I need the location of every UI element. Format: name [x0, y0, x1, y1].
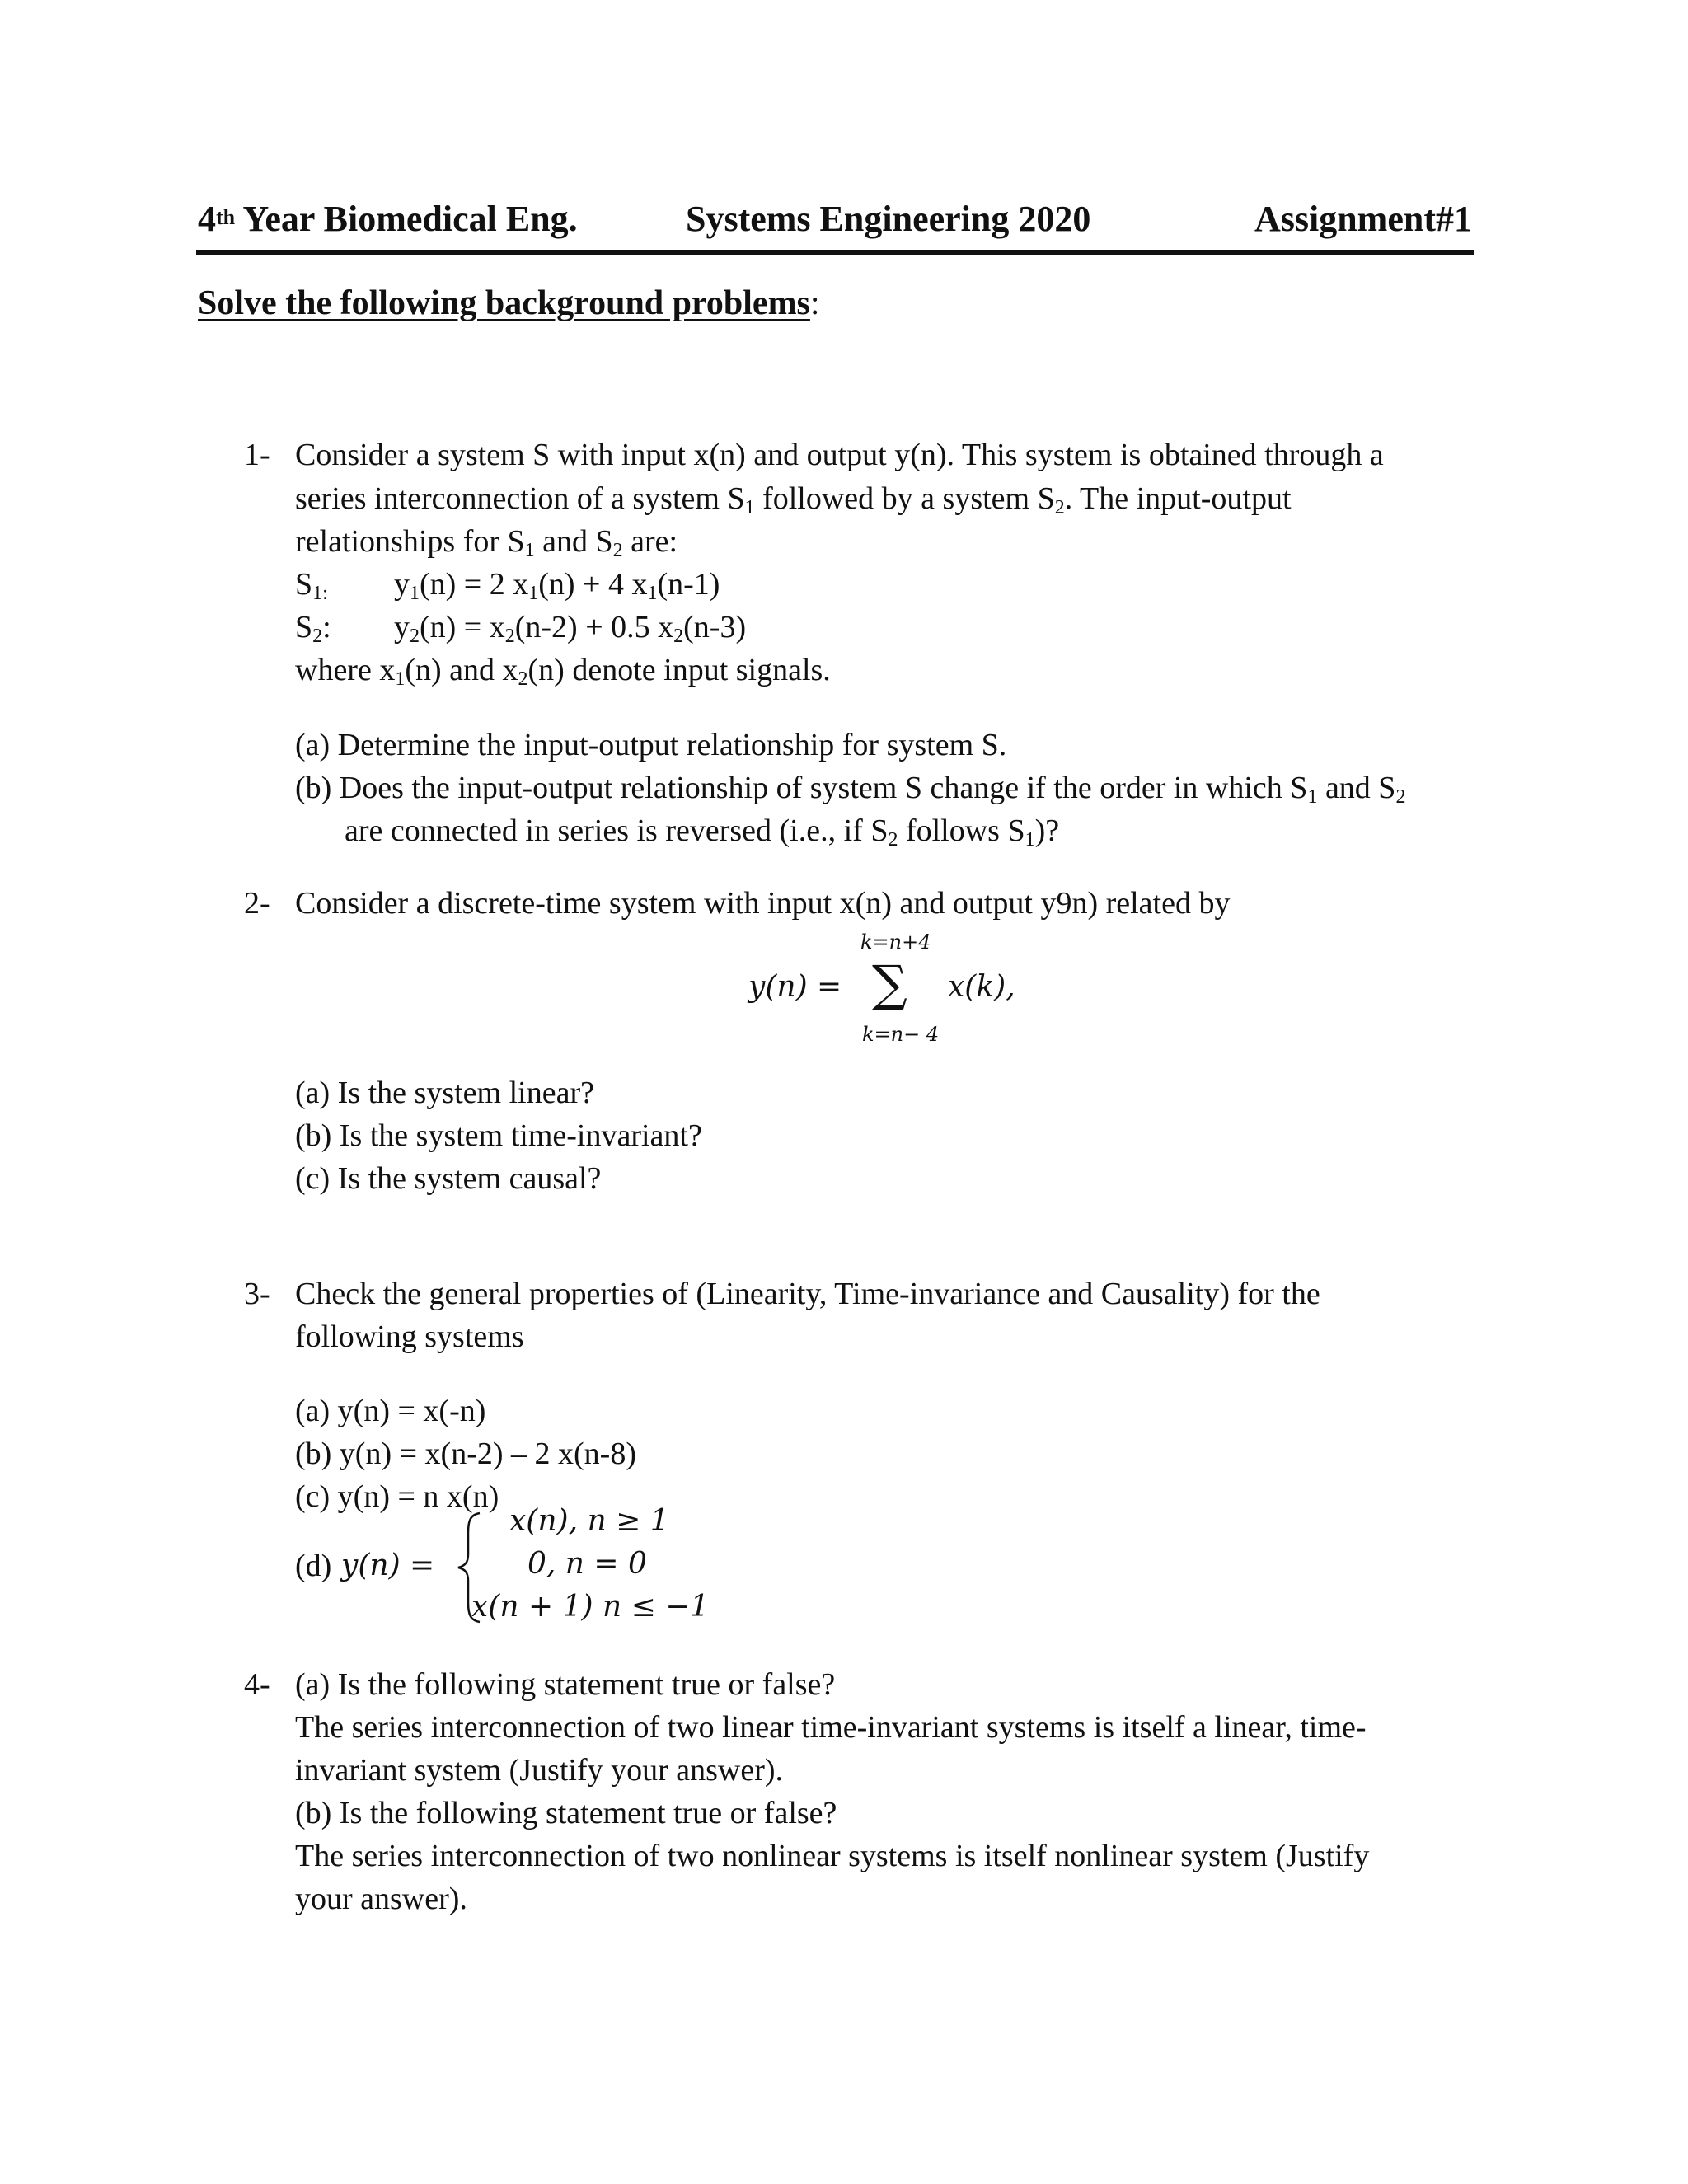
sub-question-b-continued: are connected in series is reversed (i.e., if $S_2$ follows $S_1$)? [345, 813, 1060, 851]
header-divider [196, 250, 1474, 255]
sub-question-c: (c) Is the system causal? [295, 1161, 602, 1196]
sub-question-a: (a) y(n) = x(-n) [295, 1394, 486, 1428]
sum-lower-limit: k=n− 4 [862, 1023, 940, 1046]
header-assignment-number: Assignment#1 [1254, 199, 1472, 239]
question-text: relationships for $S_1$ and $S_2$ are: [295, 524, 678, 561]
system-s1-label: $S_{1:}$ [295, 567, 328, 604]
question-number: 1- [244, 438, 270, 472]
question-text: The series interconnection of two linear time-invariant systems is itself a linear, time- [295, 1710, 1367, 1745]
question-text: Consider a system S with input x(n) and output y(n). This system is obtained through a [295, 438, 1384, 472]
sub-question-a: (a) Determine the input-output relationship for system S. [295, 728, 1007, 762]
question-text: series interconnection of a system $S_1$ followed by a system $S_2$. The input-output [295, 481, 1292, 518]
question-number: 3- [244, 1277, 270, 1311]
piecewise-lhs: y(n) = [341, 1549, 435, 1582]
sub-question-c: (c) y(n) = n x(n) [295, 1479, 499, 1514]
sum-upper-limit: k=n+4 [860, 930, 931, 954]
piecewise-case-1: x(n), n ≥ 1 [509, 1504, 669, 1538]
equation-lhs: y(n) = [748, 970, 842, 1004]
question-text: Consider a discrete-time system with input x(n) and output y9n) related by [295, 886, 1231, 921]
question-text: invariant system (Justify your answer). [295, 1753, 784, 1788]
sub-question-a: (a) Is the system linear? [295, 1076, 594, 1110]
question-text: The series interconnection of two nonlinear systems is itself nonlinear system (Justify [295, 1839, 1370, 1873]
page-heading: Solve the following background problems: [198, 284, 820, 322]
sub-question-label: (d) [295, 1549, 332, 1583]
summation-symbol: ∑ [872, 955, 907, 1013]
question-text: following systems [295, 1319, 524, 1354]
question-text: Check the general properties of (Linearity, Time-invariance and Causality) for the [295, 1277, 1320, 1311]
sub-question-b: (b) y(n) = x(n-2) – 2 x(n-8) [295, 1436, 636, 1471]
sub-question-a: (a) Is the following statement true or false? [295, 1667, 836, 1702]
piecewise-case-3: x(n + 1) n ≤ −1 [471, 1590, 710, 1624]
system-s2-equation: $y_2(n) = x_2(n-2) + 0.5$ $x_2(n-3)$ [394, 610, 747, 647]
sub-question-b: (b) Is the following statement true or false? [295, 1796, 837, 1830]
piecewise-case-2: 0, n = 0 [528, 1547, 647, 1581]
equation-rhs: x(k), [948, 970, 1015, 1004]
system-s1-equation: $y_1(n) = 2$ $x_1(n) + 4$ $x_1(n-1)$ [394, 567, 720, 604]
header-course-year: 4th Year Biomedical Eng. [198, 199, 578, 239]
question-number: 4- [244, 1667, 270, 1702]
question-text: where $x_1(n)$ and $x_2(n)$ denote input signals. [295, 653, 831, 690]
system-s2-label: $S_2$: [295, 610, 331, 647]
header-course-title: Systems Engineering 2020 [686, 199, 1091, 239]
question-text: your answer). [295, 1882, 467, 1916]
sub-question-b: (b) Does the input-output relationship of system S change if the order in which $S_1$ and $S_2$ [295, 771, 1406, 808]
question-number: 2- [244, 886, 270, 921]
sub-question-b: (b) Is the system time-invariant? [295, 1118, 702, 1153]
